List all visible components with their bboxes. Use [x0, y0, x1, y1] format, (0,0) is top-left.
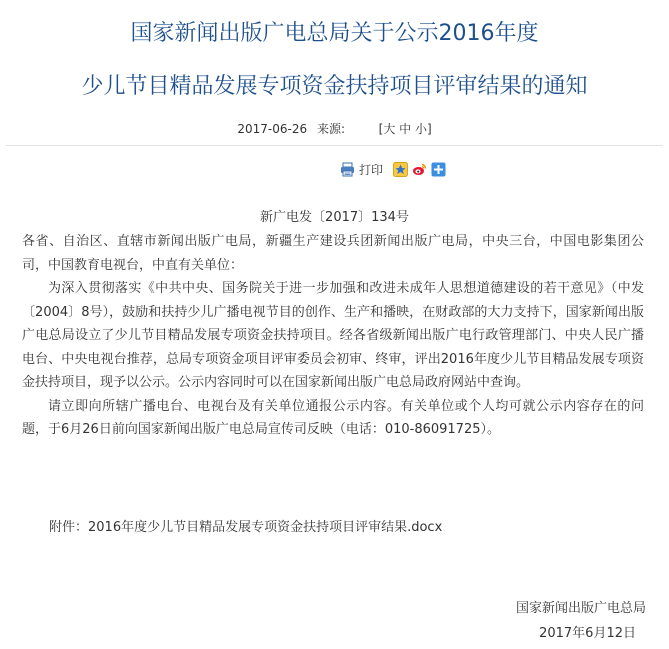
body-paragraph: 请立即向所辖广播电台、电视台及有关单位通报公示内容。有关单位或个人均可就公示内容存在的问题，于6月26日前向国家新闻出版广电总局宣传司反映（电话：010-86091725）。: [22, 398, 644, 437]
article-meta: [0, 120, 669, 137]
font-size-switcher[interactable]: [大 中 小]: [378, 122, 432, 136]
body-paragraph: 各省、自治区、直辖市新闻出版广电局，新疆生产建设兵团新闻出版广电局，中央三台，中国电影集团公司，中国教育电视台，中直有关单位：: [22, 234, 644, 273]
source-label: 来源:: [316, 122, 345, 136]
article-title-line-2: 少儿节目精品发展专项资金扶持项目评审结果的通知: [81, 74, 588, 99]
article-title-line-1: 国家新闻出版广电总局关于公示2016年度: [130, 21, 539, 46]
article-body: [22, 230, 644, 442]
more-share-icon[interactable]: [431, 162, 446, 177]
qzone-share-icon[interactable]: [393, 162, 408, 177]
publish-date: 2017-06-26: [237, 122, 308, 136]
weibo-share-icon[interactable]: [412, 162, 427, 177]
attachment-link[interactable]: 附件：2016年度少儿节目精品发展专项资金扶持项目评审结果.docx: [49, 520, 443, 535]
article-toolbar: [340, 159, 450, 179]
signature-organization: 国家新闻出版广电总局: [515, 601, 646, 616]
document-number: 新广电发〔2017〕134号: [260, 210, 409, 225]
header-divider: [6, 145, 663, 146]
printer-icon[interactable]: [340, 162, 355, 177]
body-paragraph: 为深入贯彻落实《中共中央、国务院关于进一步加强和改进未成年人思想道德建设的若干意见》（中发〔2004〕8号），鼓励和扶持少儿广播电视节目的创作、生产和播映，在财政部的大力支持下，国家新闻出版广电总局设立了少儿节目精品发展专项资金扶持项目。经各省级新闻出版广电行政管理部门、中央人民广播电台、中央电视台推荐，总局专项资金项目评审委员会初审、终审，评出2016年度少儿节目精品发展专项资金扶持项目，现予以公示。公示内容同时可以在国家新闻出版广电总局政府网站中查询。: [22, 281, 644, 390]
signature-date: 2017年6月12日: [539, 626, 636, 641]
print-link[interactable]: 打印: [359, 162, 384, 177]
